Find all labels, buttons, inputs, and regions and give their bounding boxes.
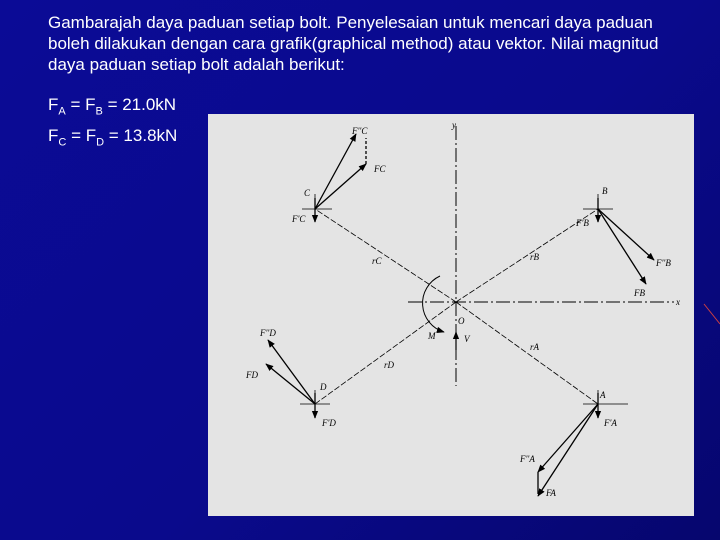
eq-ab-sub-a: A <box>58 105 66 118</box>
diagram-background <box>208 114 694 516</box>
label-r-c: rC <box>372 256 382 266</box>
diagram-svg <box>208 114 694 516</box>
label-force-fd: FD <box>246 370 258 380</box>
label-force-fa: FA <box>546 488 556 498</box>
label-force-fc-d: F'C <box>292 214 306 224</box>
eq-cd-symbol-b: = F <box>66 126 97 145</box>
label-force-fc: FC <box>374 164 386 174</box>
label-load: V <box>464 334 470 344</box>
label-force-fc-dd: F''C <box>352 126 368 136</box>
label-bolt-b: B <box>602 186 608 196</box>
label-y-axis: y <box>452 120 456 130</box>
label-x-axis: x <box>676 297 680 307</box>
label-force-fb-dd: F''B <box>656 258 671 268</box>
equation-fc-fd <box>48 126 177 148</box>
label-force-fb-d: F'B <box>576 218 589 228</box>
label-origin: O <box>458 316 465 326</box>
eq-ab-symbol-b: = F <box>65 95 96 114</box>
eq-ab-symbol-a: F <box>48 95 59 114</box>
equation-fa-fb <box>48 95 176 117</box>
label-moment: M <box>428 331 436 341</box>
bolt-force-diagram <box>208 114 694 516</box>
eq-cd-value: = 13.8kN <box>104 126 178 145</box>
label-bolt-a: A <box>600 390 606 400</box>
eq-ab-sub-b: B <box>95 105 103 118</box>
label-r-a: rA <box>530 342 539 352</box>
label-force-fa-dd: F''A <box>520 454 535 464</box>
label-bolt-d: D <box>320 382 327 392</box>
description-paragraph: Gambarajah daya paduan setiap bolt. Penyelesaian untuk mencari daya paduan boleh dilakukan dengan cara grafik(graphical method) atau vektor. Nilai magnitud daya paduan setiap bolt adalah berikut: <box>48 13 659 74</box>
eq-ab-value: = 21.0kN <box>102 95 177 114</box>
label-bolt-c: C <box>304 188 311 198</box>
eq-cd-sub-a: C <box>58 136 67 149</box>
label-r-b: rB <box>530 252 539 262</box>
label-r-d: rD <box>384 360 395 370</box>
label-force-fb: FB <box>634 288 645 298</box>
label-force-fa-d: F'A <box>604 418 617 428</box>
label-force-fd-d: F'D <box>322 418 336 428</box>
label-force-fd-dd: F''D <box>260 328 276 338</box>
corner-decoration <box>700 300 720 340</box>
eq-cd-sub-b: D <box>96 136 105 149</box>
corner-decoration-line <box>704 304 720 324</box>
eq-cd-symbol-a: F <box>48 126 59 145</box>
